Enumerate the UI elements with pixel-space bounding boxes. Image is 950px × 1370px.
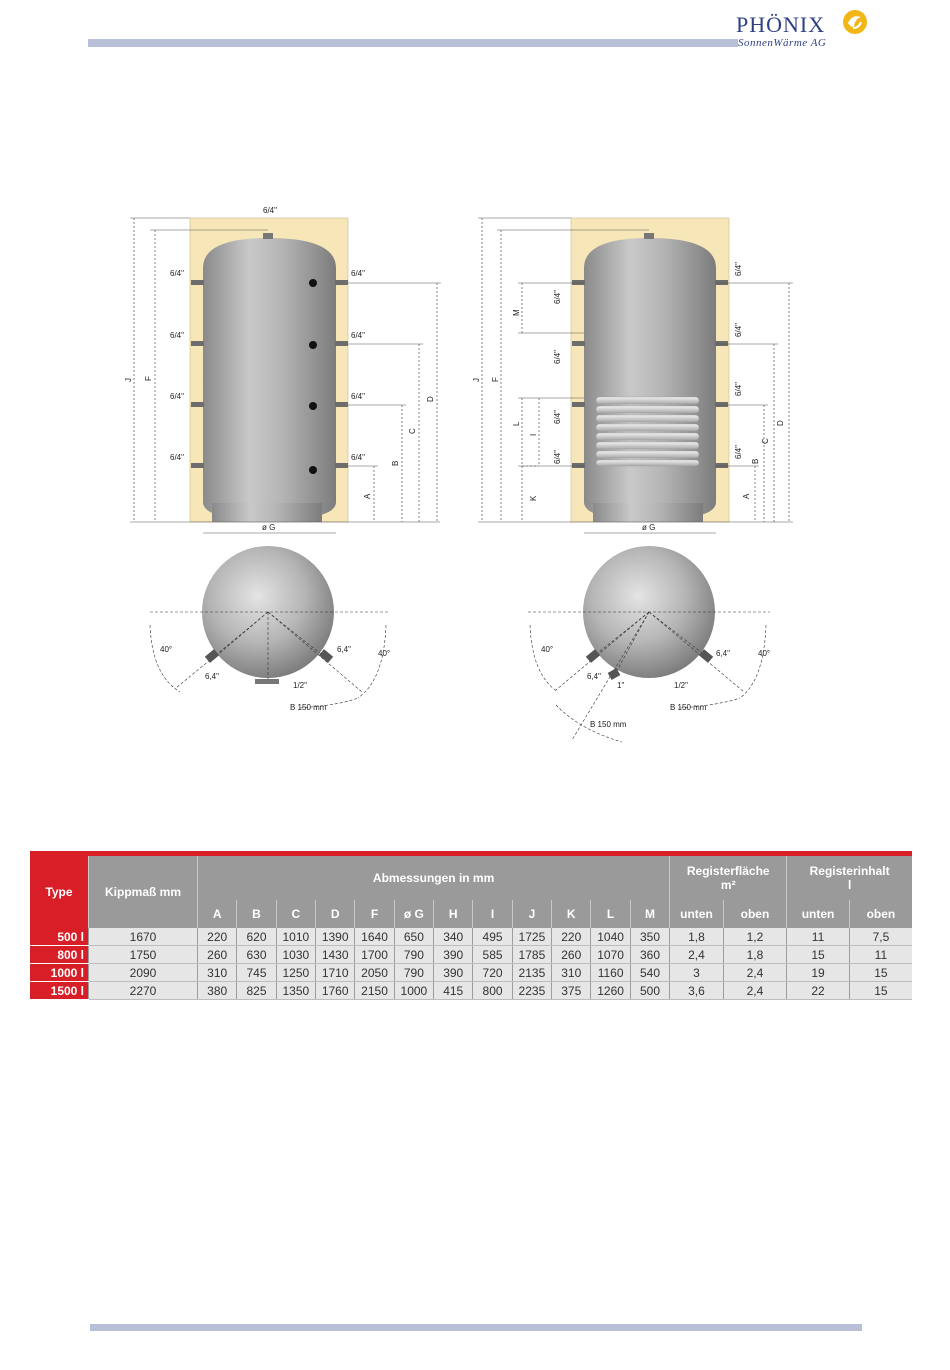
type-cell: 1000 l bbox=[30, 964, 89, 982]
value-cell: 720 bbox=[473, 964, 512, 982]
value-cell: 310 bbox=[197, 964, 236, 982]
col-header: F bbox=[355, 900, 394, 928]
port-label: 6,4" bbox=[337, 645, 351, 654]
value-cell: 1430 bbox=[316, 946, 355, 964]
dim-letter: F bbox=[491, 377, 500, 382]
value-cell: 220 bbox=[197, 928, 236, 946]
value-cell: 2090 bbox=[89, 964, 198, 982]
value-cell: 1260 bbox=[591, 982, 630, 1000]
value-cell: 2,4 bbox=[723, 964, 787, 982]
port-label: 6,4" bbox=[587, 672, 601, 681]
dim-letter: C bbox=[408, 428, 417, 434]
logo-name: PHÖNIX bbox=[736, 12, 826, 37]
dim-letter: L bbox=[512, 421, 521, 426]
value-cell: 260 bbox=[197, 946, 236, 964]
col-header: B bbox=[237, 900, 276, 928]
value-cell: 390 bbox=[434, 964, 473, 982]
side-label: 6/4" bbox=[734, 323, 743, 337]
dim-letter: K bbox=[529, 495, 538, 501]
value-cell: 630 bbox=[237, 946, 276, 964]
port-label: 6,4" bbox=[205, 672, 219, 681]
diameter-label: ø G bbox=[642, 523, 656, 532]
value-cell: 1040 bbox=[591, 928, 630, 946]
register-volume-header bbox=[787, 854, 912, 901]
angle-label: 40° bbox=[160, 645, 173, 654]
value-cell: 380 bbox=[197, 982, 236, 1000]
value-cell: 260 bbox=[552, 946, 591, 964]
side-label: 6/4" bbox=[351, 331, 365, 340]
value-cell: 1070 bbox=[591, 946, 630, 964]
col-header: L bbox=[591, 900, 630, 928]
value-cell: 22 bbox=[787, 982, 850, 1000]
value-cell: 1785 bbox=[512, 946, 551, 964]
value-cell: 1390 bbox=[316, 928, 355, 946]
port-label: 1" bbox=[617, 681, 625, 690]
value-cell: 1030 bbox=[276, 946, 315, 964]
value-cell: 7,5 bbox=[849, 928, 912, 946]
side-label: 6/4" bbox=[734, 262, 743, 276]
col-header-oben: oben bbox=[723, 900, 787, 928]
col-header: M bbox=[630, 900, 669, 928]
dim-letter: B bbox=[391, 460, 400, 466]
value-cell: 2150 bbox=[355, 982, 394, 1000]
col-header: I bbox=[473, 900, 512, 928]
value-cell: 2270 bbox=[89, 982, 198, 1000]
port-label: 6,4" bbox=[716, 649, 730, 658]
dim-letter: C bbox=[761, 438, 770, 444]
col-header: A bbox=[197, 900, 236, 928]
value-cell: 360 bbox=[630, 946, 669, 964]
register-area-unit: m² bbox=[720, 878, 736, 892]
value-cell: 15 bbox=[849, 964, 912, 982]
side-label: 6/4" bbox=[170, 392, 184, 401]
value-cell: 1010 bbox=[276, 928, 315, 946]
dim-letter: J bbox=[124, 378, 133, 382]
side-label: 6/4" bbox=[351, 453, 365, 462]
value-cell: 1670 bbox=[89, 928, 198, 946]
side-label: 6/4" bbox=[553, 450, 562, 464]
right-tank bbox=[472, 218, 793, 742]
value-cell: 2135 bbox=[512, 964, 551, 982]
side-label: 6/4" bbox=[553, 290, 562, 304]
angle-label: 40° bbox=[378, 649, 391, 658]
value-cell: 1750 bbox=[89, 946, 198, 964]
logo-subtitle: SonnenWärme AG bbox=[738, 37, 827, 49]
value-cell: 790 bbox=[394, 964, 433, 982]
col-header: D bbox=[316, 900, 355, 928]
side-label: 6/4" bbox=[351, 392, 365, 401]
register-area-header bbox=[670, 854, 787, 901]
value-cell: 745 bbox=[237, 964, 276, 982]
side-label: 6/4" bbox=[170, 453, 184, 462]
col-header: H bbox=[434, 900, 473, 928]
value-cell: 310 bbox=[552, 964, 591, 982]
diameter-label: ø G bbox=[262, 523, 276, 532]
value-cell: 220 bbox=[552, 928, 591, 946]
value-cell: 15 bbox=[787, 946, 850, 964]
register-volume-unit: l bbox=[847, 878, 852, 892]
value-cell: 1,8 bbox=[723, 946, 787, 964]
value-cell: 15 bbox=[849, 982, 912, 1000]
dim-letter: J bbox=[472, 378, 481, 382]
type-cell: 800 l bbox=[30, 946, 89, 964]
dim-letter: A bbox=[742, 493, 751, 499]
value-cell: 1160 bbox=[591, 964, 630, 982]
value-cell: 1725 bbox=[512, 928, 551, 946]
dim-letter: A bbox=[363, 493, 372, 499]
value-cell: 390 bbox=[434, 946, 473, 964]
value-cell: 3,6 bbox=[670, 982, 723, 1000]
col-header-oben: oben bbox=[849, 900, 912, 928]
dim-letter: D bbox=[776, 420, 785, 426]
register-volume-label: Registerinhalt bbox=[809, 864, 890, 878]
top-size-label: 6/4" bbox=[263, 206, 277, 215]
value-cell: 495 bbox=[473, 928, 512, 946]
dimensions-table bbox=[30, 851, 912, 1000]
left-tank bbox=[124, 206, 441, 712]
type-header: Type bbox=[30, 854, 89, 929]
value-cell: 2050 bbox=[355, 964, 394, 982]
value-cell: 500 bbox=[630, 982, 669, 1000]
side-label: 6/4" bbox=[351, 269, 365, 278]
register-area-label: Registerfläche bbox=[686, 864, 770, 878]
value-cell: 415 bbox=[434, 982, 473, 1000]
value-cell: 1,8 bbox=[670, 928, 723, 946]
value-cell: 11 bbox=[787, 928, 850, 946]
value-cell: 585 bbox=[473, 946, 512, 964]
value-cell: 1000 bbox=[394, 982, 433, 1000]
side-label: 6/4" bbox=[170, 269, 184, 278]
side-label: 6/4" bbox=[734, 445, 743, 459]
col-header: K bbox=[552, 900, 591, 928]
value-cell: 2235 bbox=[512, 982, 551, 1000]
value-cell: 790 bbox=[394, 946, 433, 964]
port-label: 1/2" bbox=[674, 681, 688, 690]
side-label: 6/4" bbox=[553, 350, 562, 364]
value-cell: 2,4 bbox=[723, 982, 787, 1000]
value-cell: 800 bbox=[473, 982, 512, 1000]
value-cell: 350 bbox=[630, 928, 669, 946]
value-cell: 620 bbox=[237, 928, 276, 946]
value-cell: 1,2 bbox=[723, 928, 787, 946]
col-header: J bbox=[512, 900, 551, 928]
footer-bar bbox=[90, 1324, 862, 1331]
value-cell: 1760 bbox=[316, 982, 355, 1000]
side-label: 6/4" bbox=[553, 410, 562, 424]
value-cell: 1700 bbox=[355, 946, 394, 964]
dim-letter: I bbox=[529, 433, 538, 436]
arc-label: B 150 mm bbox=[670, 703, 707, 712]
angle-label: 40° bbox=[758, 649, 771, 658]
value-cell: 1350 bbox=[276, 982, 315, 1000]
value-cell: 340 bbox=[434, 928, 473, 946]
value-cell: 375 bbox=[552, 982, 591, 1000]
port-label: 1/2" bbox=[293, 681, 307, 690]
table-row bbox=[30, 928, 912, 946]
value-cell: 19 bbox=[787, 964, 850, 982]
angle-label: 40° bbox=[541, 645, 554, 654]
dim-letter: D bbox=[426, 396, 435, 402]
value-cell: 540 bbox=[630, 964, 669, 982]
value-cell: 1250 bbox=[276, 964, 315, 982]
value-cell: 3 bbox=[670, 964, 723, 982]
value-cell: 2,4 bbox=[670, 946, 723, 964]
arc-label: B 150 mm bbox=[290, 703, 327, 712]
col-header: C bbox=[276, 900, 315, 928]
dimensions-header: Abmessungen in mm bbox=[197, 854, 669, 901]
col-header: ø G bbox=[394, 900, 433, 928]
kippmass-header: Kippmaß mm bbox=[89, 854, 198, 929]
table-row bbox=[30, 946, 912, 964]
type-cell: 1500 l bbox=[30, 982, 89, 1000]
col-header-unten: unten bbox=[787, 900, 850, 928]
type-cell: 500 l bbox=[30, 928, 89, 946]
value-cell: 825 bbox=[237, 982, 276, 1000]
dim-letter: M bbox=[512, 309, 521, 316]
dim-letter: B bbox=[751, 458, 760, 464]
table-row bbox=[30, 964, 912, 982]
side-label: 6/4" bbox=[170, 331, 184, 340]
dim-letter: F bbox=[144, 376, 153, 381]
arc-label: B 150 mm bbox=[590, 720, 627, 729]
side-label: 6/4" bbox=[734, 382, 743, 396]
value-cell: 1640 bbox=[355, 928, 394, 946]
value-cell: 650 bbox=[394, 928, 433, 946]
table-row bbox=[30, 982, 912, 1000]
value-cell: 1710 bbox=[316, 964, 355, 982]
value-cell: 11 bbox=[849, 946, 912, 964]
col-header-unten: unten bbox=[670, 900, 723, 928]
